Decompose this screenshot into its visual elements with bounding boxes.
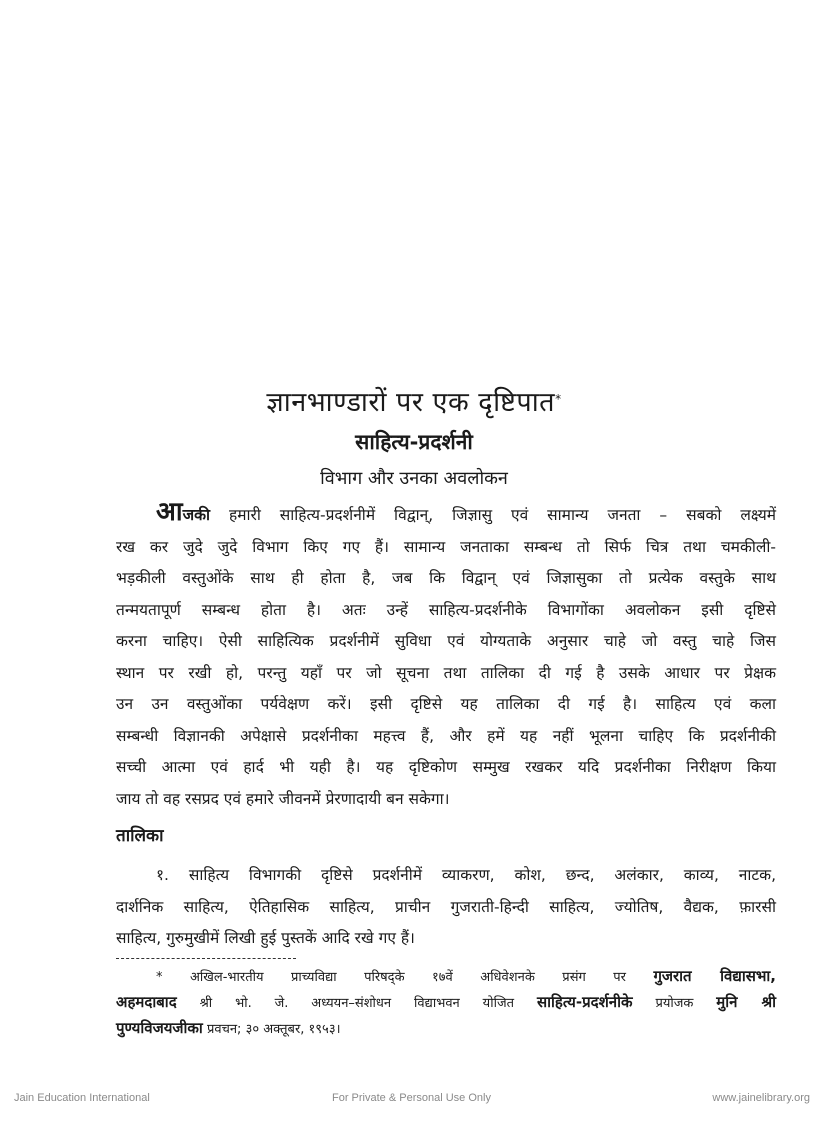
footnote-line: अहमदाबाद श्री भो. जे. अध्ययन–संशोधन विद्याभवन योजित साहित्य-प्रदर्शनीके प्रयोजक मुनि श्री (116, 993, 776, 1011)
footnote-marker: * (555, 392, 562, 406)
list-line: साहित्य, गुरुमुखीमें लिखी हुई पुस्तकें आदि रखे गए हैं। (116, 929, 415, 947)
dropcap: आ (156, 497, 183, 527)
footer-website-link[interactable]: www.jainelibrary.org (712, 1092, 810, 1104)
table-heading: तालिका (116, 826, 164, 846)
list-line: १. साहित्य विभागकी दृष्टिसे प्रदर्शनीमें व्याकरण, कोश, छन्द, अलंकार, काव्य, नाटक, (156, 866, 776, 884)
footnote-marker: * (156, 970, 163, 985)
paragraph-line: सच्ची आत्मा एवं हार्द भी यही है। यह दृष्टिकोण सम्मुख रखकर यदि प्रदर्शनीका निरीक्षण किया (116, 758, 776, 776)
paragraph-line: स्थान पर रखी हो, परन्तु यहाँ पर जो सूचना तथा तालिका दी गई है उसके आधार पर प्रेक्षक (116, 663, 776, 682)
article-title-text: ज्ञानभाण्डारों पर एक दृष्टिपात (266, 387, 556, 418)
paragraph-line: तन्मयतापूर्ण सम्बन्ध होता है। अतः उन्हें साहित्य-प्रदर्शनीके विभागोंका अवलोकन इसी दृष्टिसे (116, 600, 776, 619)
footnote-line: * अखिल-भारतीय प्राच्यविद्या परिषद्के १७वें अधिवेशनके प्रसंग पर गुजरात विद्यासभा, (156, 967, 776, 985)
footnote (116, 964, 776, 1042)
paragraph-line: भड़कीली वस्तुओंके साथ ही होता है, जब कि विद्वान् एवं जिज्ञासुका तो प्रत्येक वस्तुके साथ (116, 569, 776, 587)
footnote-divider (116, 958, 296, 959)
lead-word: जकी (182, 506, 210, 524)
list-item (116, 860, 776, 955)
article-subtitle: साहित्य-प्रदर्शनी (355, 430, 473, 454)
paragraph-line: रख कर जुदे जुदे विभाग किए गए हैं। सामान्य जनताका सम्बन्ध तो सिर्फ चित्र तथा चमकीली- (116, 537, 776, 556)
list-number: १. (156, 866, 169, 884)
body-paragraph (116, 497, 776, 815)
article-title (0, 386, 828, 420)
section-heading: विभाग और उनका अवलोकन (320, 468, 508, 489)
footnote-line: पुण्यविजयजीका प्रवचन; ३० अक्तूबर, १९५३। (116, 1019, 341, 1037)
paragraph-line: सम्बन्धी विज्ञानकी अपेक्षासे प्रदर्शनीका महत्त्व हैं, और हमें यह नहीं भूलना चाहिए कि प्रदर्शनीकी (116, 726, 776, 745)
footer-usage-note: For Private & Personal Use Only (332, 1092, 491, 1104)
page-footer (0, 1092, 828, 1108)
paragraph-line: उन उन वस्तुओंका पर्यवेक्षण करें। इसी दृष्टिसे यह तालिका दी गई है। साहित्य एवं कला (116, 695, 776, 713)
footer-publisher: Jain Education International (14, 1092, 150, 1104)
list-line: दार्शनिक साहित्य, ऐतिहासिक साहित्य, प्राचीन गुजराती-हिन्दी साहित्य, ज्योतिष, वैद्यक, फ़ारसी (116, 897, 776, 916)
paragraph-line: आजकी हमारी साहित्य-प्रदर्शनीमें विद्वान्, जिज्ञासु एवं सामान्य जनता – सबको लक्ष्यमें (156, 497, 776, 527)
paragraph-line: करना चाहिए। ऐसी साहित्यिक प्रदर्शनीमें सुविधा एवं योग्यताके अनुसार चाहे जो वस्तु चाहे जिस (116, 632, 776, 650)
paragraph-line: जाय तो वह रसप्रद एवं हमारे जीवनमें प्रेरणादायी बन सकेगा। (116, 789, 450, 808)
